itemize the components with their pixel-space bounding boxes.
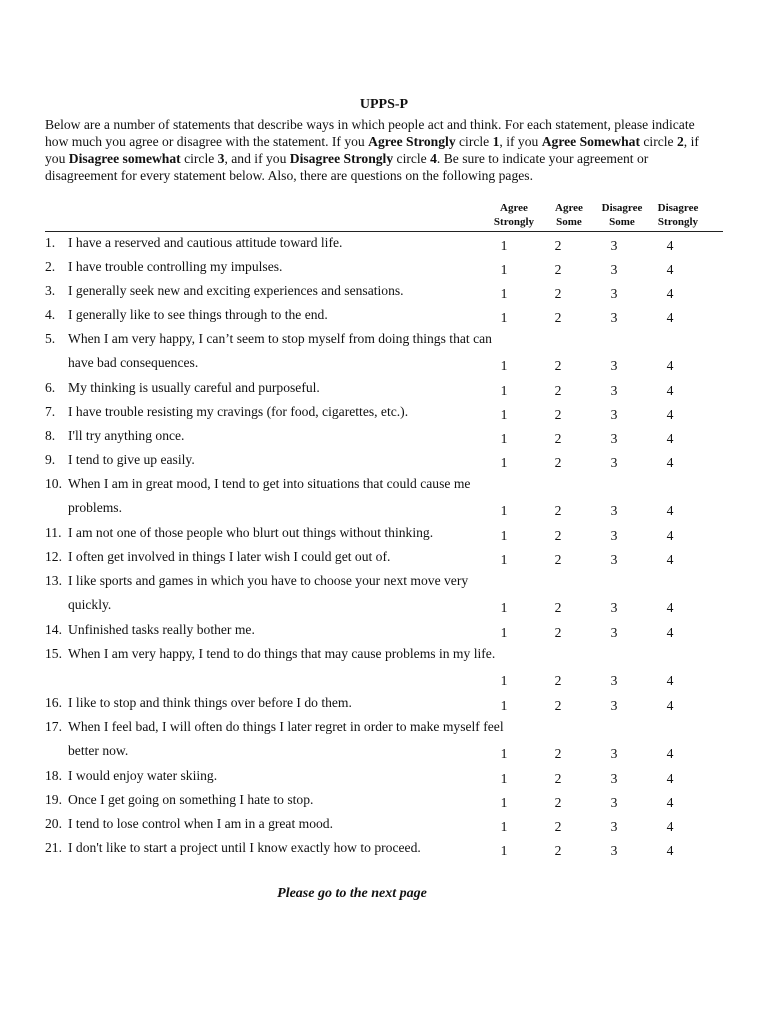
instructions-text: circle bbox=[180, 151, 218, 166]
response-option-2[interactable]: 2 bbox=[554, 503, 562, 518]
column-header-line: Agree bbox=[500, 202, 528, 214]
response-option-4[interactable]: 4 bbox=[666, 286, 674, 301]
response-option-3[interactable]: 3 bbox=[610, 503, 618, 518]
item-number: 5. bbox=[45, 331, 56, 346]
response-option-3[interactable]: 3 bbox=[610, 286, 618, 301]
response-option-1[interactable]: 1 bbox=[500, 528, 508, 543]
response-option-4[interactable]: 4 bbox=[666, 310, 674, 325]
item-statement: I like to stop and think things over before I do them. bbox=[68, 695, 352, 710]
response-option-4[interactable]: 4 bbox=[666, 407, 674, 422]
response-option-4[interactable]: 4 bbox=[666, 673, 674, 688]
response-option-1[interactable]: 1 bbox=[500, 407, 508, 422]
response-option-2[interactable]: 2 bbox=[554, 238, 562, 253]
item-statement: I generally like to see things through to the end. bbox=[68, 307, 328, 322]
response-option-2[interactable]: 2 bbox=[554, 795, 562, 810]
response-option-1[interactable]: 1 bbox=[500, 455, 508, 470]
response-option-2[interactable]: 2 bbox=[554, 819, 562, 834]
response-option-1[interactable]: 1 bbox=[500, 238, 508, 253]
instructions-text: , if you bbox=[45, 134, 699, 166]
response-option-1[interactable]: 1 bbox=[500, 771, 508, 786]
response-option-4[interactable]: 4 bbox=[666, 528, 674, 543]
response-option-1[interactable]: 1 bbox=[500, 843, 508, 858]
item-statement: I tend to give up easily. bbox=[68, 452, 195, 467]
response-option-4[interactable]: 4 bbox=[666, 503, 674, 518]
instructions-bold: 2 bbox=[676, 134, 684, 149]
item-statement: Once I get going on something I hate to stop. bbox=[68, 792, 314, 807]
next-page-note: Please go to the next page bbox=[277, 886, 427, 901]
response-option-4[interactable]: 4 bbox=[666, 795, 674, 810]
response-option-3[interactable]: 3 bbox=[610, 262, 618, 277]
item-number: 12. bbox=[45, 549, 62, 564]
item-number: 10. bbox=[45, 476, 62, 491]
response-option-2[interactable]: 2 bbox=[554, 407, 562, 422]
instructions-text: , and if you bbox=[224, 151, 290, 166]
column-header-line: Some bbox=[609, 216, 635, 228]
item-statement: I don't like to start a project until I know exactly how to proceed. bbox=[68, 840, 421, 855]
response-option-4[interactable]: 4 bbox=[666, 698, 674, 713]
response-option-3[interactable]: 3 bbox=[610, 795, 618, 810]
instructions-bold: Agree Strongly bbox=[368, 134, 456, 149]
instructions-text: Below are a number of statements that describe ways in which people act and think. For each statement, please indicate how much you agree or disagree with the statement. If you bbox=[45, 117, 695, 149]
instructions-bold: 3 bbox=[217, 151, 225, 166]
response-option-2[interactable]: 2 bbox=[554, 771, 562, 786]
response-option-2[interactable]: 2 bbox=[554, 431, 562, 446]
item-number: 2. bbox=[45, 259, 56, 274]
instructions-text: , if you bbox=[499, 134, 542, 149]
item-statement: I would enjoy water skiing. bbox=[68, 768, 218, 783]
item-statement: I am not one of those people who blurt out things without thinking. bbox=[68, 525, 434, 540]
item-statement: I'll try anything once. bbox=[68, 428, 185, 443]
item-number: 19. bbox=[45, 792, 62, 807]
item-statement: I often get involved in things I later wish I could get out of. bbox=[68, 549, 391, 564]
response-option-3[interactable]: 3 bbox=[610, 407, 618, 422]
response-option-3[interactable]: 3 bbox=[610, 310, 618, 325]
instructions-bold: Agree Somewhat bbox=[541, 134, 640, 149]
item-statement: I like sports and games in which you have to choose your next move very quickly. bbox=[68, 573, 469, 612]
response-option-1[interactable]: 1 bbox=[500, 600, 508, 615]
response-option-3[interactable]: 3 bbox=[610, 358, 618, 373]
page-title: UPPS-P bbox=[359, 97, 409, 112]
instructions-bold: Disagree Strongly bbox=[289, 151, 394, 166]
response-option-4[interactable]: 4 bbox=[666, 843, 674, 858]
column-header-agree-some bbox=[539, 201, 599, 229]
item-statement: I have trouble controlling my impulses. bbox=[68, 259, 283, 274]
response-option-3[interactable]: 3 bbox=[610, 383, 618, 398]
item-number: 6. bbox=[45, 380, 56, 395]
column-header-line: Disagree bbox=[657, 202, 699, 214]
column-header-line: Strongly bbox=[493, 216, 535, 228]
instructions-bold: 4 bbox=[430, 151, 437, 166]
response-option-1[interactable]: 1 bbox=[500, 262, 508, 277]
response-option-4[interactable]: 4 bbox=[666, 600, 674, 615]
item-number: 21. bbox=[45, 840, 62, 855]
response-option-2[interactable]: 2 bbox=[554, 673, 562, 688]
response-option-3[interactable]: 3 bbox=[610, 238, 618, 253]
column-header-line: Disagree bbox=[601, 202, 643, 214]
response-option-1[interactable]: 1 bbox=[500, 431, 508, 446]
response-option-1[interactable]: 1 bbox=[500, 795, 508, 810]
response-option-3[interactable]: 3 bbox=[610, 431, 618, 446]
response-option-1[interactable]: 1 bbox=[500, 625, 508, 640]
item-number: 14. bbox=[45, 622, 62, 637]
response-option-3[interactable]: 3 bbox=[610, 771, 618, 786]
response-option-1[interactable]: 1 bbox=[500, 383, 508, 398]
response-option-3[interactable]: 3 bbox=[610, 673, 618, 688]
instructions-text: circle bbox=[393, 151, 431, 166]
response-option-4[interactable]: 4 bbox=[666, 262, 674, 277]
item-number: 1. bbox=[45, 235, 56, 250]
item-statement: I generally seek new and exciting experiences and sensations. bbox=[68, 283, 404, 298]
response-option-3[interactable]: 3 bbox=[610, 600, 618, 615]
response-option-1[interactable]: 1 bbox=[500, 673, 508, 688]
item-number: 15. bbox=[45, 646, 62, 661]
response-option-3[interactable]: 3 bbox=[610, 819, 618, 834]
item-statement: My thinking is usually careful and purposeful. bbox=[68, 380, 320, 395]
response-option-3[interactable]: 3 bbox=[610, 843, 618, 858]
item-number: 7. bbox=[45, 404, 56, 419]
response-option-1[interactable]: 1 bbox=[500, 503, 508, 518]
item-statement: Unfinished tasks really bother me. bbox=[68, 622, 255, 637]
response-option-3[interactable]: 3 bbox=[610, 625, 618, 640]
item-statement: When I am in great mood, I tend to get into situations that could cause me problems. bbox=[68, 476, 471, 515]
response-option-1[interactable]: 1 bbox=[500, 286, 508, 301]
response-option-2[interactable]: 2 bbox=[554, 383, 562, 398]
item-number: 3. bbox=[45, 283, 56, 298]
response-option-4[interactable]: 4 bbox=[666, 431, 674, 446]
response-option-1[interactable]: 1 bbox=[500, 358, 508, 373]
response-option-3[interactable]: 3 bbox=[610, 528, 618, 543]
response-option-2[interactable]: 2 bbox=[554, 698, 562, 713]
response-option-4[interactable]: 4 bbox=[666, 625, 674, 640]
response-option-2[interactable]: 2 bbox=[554, 262, 562, 277]
item-number: 16. bbox=[45, 695, 62, 710]
item-statement: I have trouble resisting my cravings (for food, cigarettes, etc.). bbox=[68, 404, 409, 419]
response-option-1[interactable]: 1 bbox=[500, 746, 508, 761]
response-option-2[interactable]: 2 bbox=[554, 310, 562, 325]
response-option-2[interactable]: 2 bbox=[554, 286, 562, 301]
response-option-2[interactable]: 2 bbox=[554, 455, 562, 470]
column-header-line: Some bbox=[556, 216, 582, 228]
item-statement: When I am very happy, I tend to do things that may cause problems in my life. bbox=[68, 646, 496, 661]
instructions-bold: 1 bbox=[492, 134, 500, 149]
response-option-2[interactable]: 2 bbox=[554, 358, 562, 373]
response-option-4[interactable]: 4 bbox=[666, 383, 674, 398]
response-option-3[interactable]: 3 bbox=[610, 698, 618, 713]
item-number: 20. bbox=[45, 816, 62, 831]
response-option-1[interactable]: 1 bbox=[500, 552, 508, 567]
response-option-2[interactable]: 2 bbox=[554, 528, 562, 543]
response-option-1[interactable]: 1 bbox=[500, 310, 508, 325]
response-option-4[interactable]: 4 bbox=[666, 819, 674, 834]
item-statement: I have a reserved and cautious attitude toward life. bbox=[68, 235, 343, 250]
column-header-disagree-strongly bbox=[648, 201, 708, 229]
response-option-2[interactable]: 2 bbox=[554, 552, 562, 567]
instructions bbox=[45, 116, 715, 184]
instructions-text: circle bbox=[455, 134, 493, 149]
item-statement: When I feel bad, I will often do things I later regret in order to make myself feel better now. bbox=[68, 719, 504, 758]
column-header-disagree-some bbox=[592, 201, 652, 229]
item-number: 18. bbox=[45, 768, 62, 783]
response-option-4[interactable]: 4 bbox=[666, 238, 674, 253]
item-number: 17. bbox=[45, 719, 62, 734]
item-number: 4. bbox=[45, 307, 56, 322]
instructions-text: circle bbox=[640, 134, 677, 149]
response-option-3[interactable]: 3 bbox=[610, 552, 618, 567]
response-option-1[interactable]: 1 bbox=[500, 819, 508, 834]
response-option-3[interactable]: 3 bbox=[610, 746, 618, 761]
response-option-4[interactable]: 4 bbox=[666, 455, 674, 470]
response-option-4[interactable]: 4 bbox=[666, 358, 674, 373]
response-option-3[interactable]: 3 bbox=[610, 455, 618, 470]
response-option-4[interactable]: 4 bbox=[666, 746, 674, 761]
item-number: 11. bbox=[45, 525, 62, 540]
item-statement: I tend to lose control when I am in a great mood. bbox=[68, 816, 334, 831]
response-option-2[interactable]: 2 bbox=[554, 625, 562, 640]
item-statement: When I am very happy, I can’t seem to stop myself from doing things that can have bad consequences. bbox=[68, 331, 492, 370]
instructions-bold: Disagree somewhat bbox=[68, 151, 181, 166]
instructions-text: . Be sure to indicate your agreement or disagreement for every statement below. Also, there are questions on the following pages. bbox=[45, 151, 649, 183]
item-number: 9. bbox=[45, 452, 56, 467]
column-header-line: Strongly bbox=[657, 216, 699, 228]
response-option-2[interactable]: 2 bbox=[554, 600, 562, 615]
column-header-agree-strongly bbox=[484, 201, 544, 229]
response-option-1[interactable]: 1 bbox=[500, 698, 508, 713]
column-header-line: Agree bbox=[555, 202, 583, 214]
response-option-2[interactable]: 2 bbox=[554, 843, 562, 858]
response-option-4[interactable]: 4 bbox=[666, 552, 674, 567]
item-number: 13. bbox=[45, 573, 62, 588]
item-number: 8. bbox=[45, 428, 56, 443]
response-option-4[interactable]: 4 bbox=[666, 771, 674, 786]
response-option-2[interactable]: 2 bbox=[554, 746, 562, 761]
